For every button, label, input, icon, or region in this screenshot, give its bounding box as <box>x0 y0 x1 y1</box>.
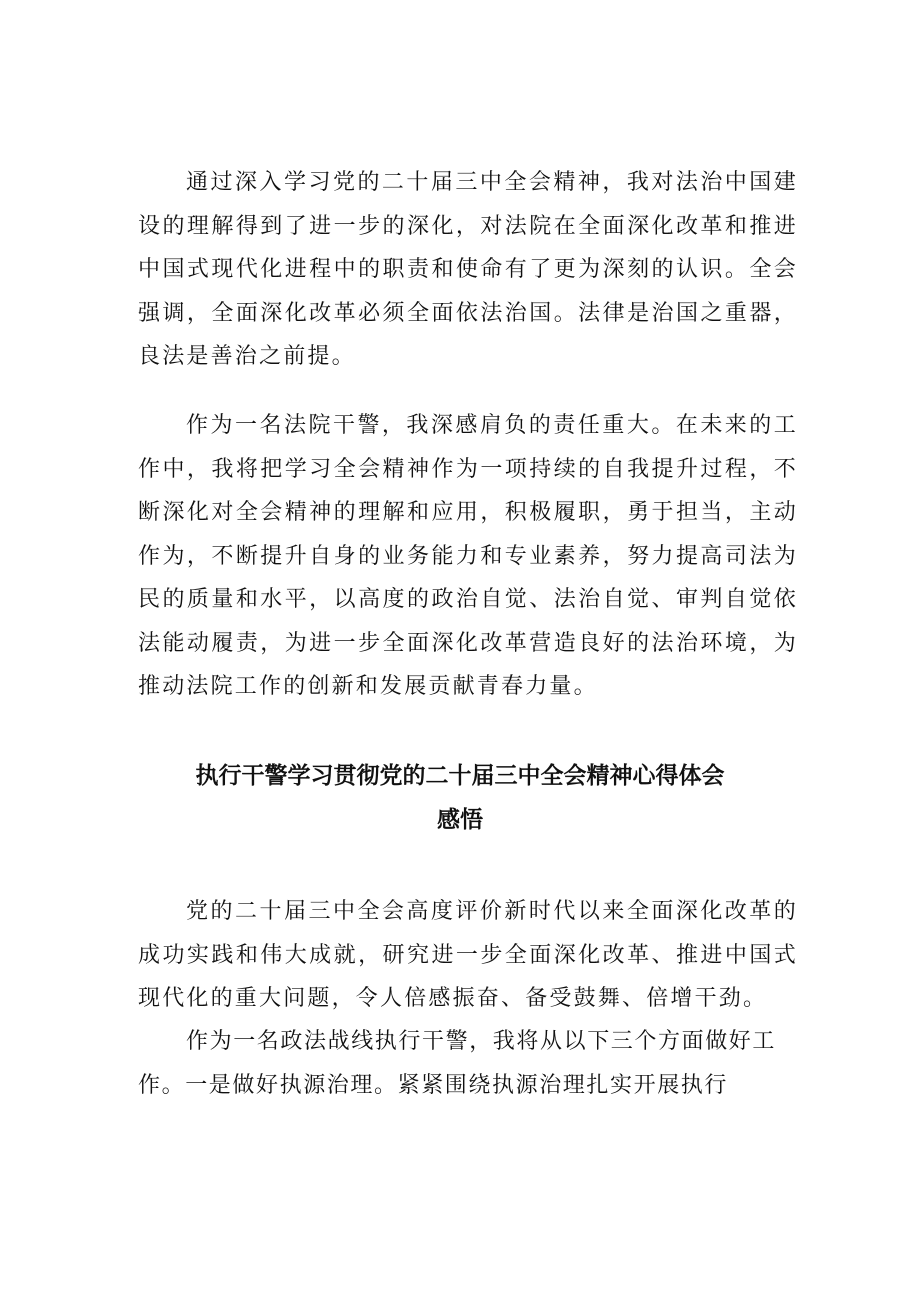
body-paragraph-2: 作为一名法院干警，我深感肩负的责任重大。在未来的工作中，我将把学习全会精神作为一项持续的自我提升过程，不断深化对全会精神的理解和应用，积极履职，勇于担当，主动作为，不断提升自身的业务能力和专业素养，努力提高司法为民的质量和水平，以高度的政治自觉、法治自觉、审判自觉依法能动履责，为进一步全面深化改革营造良好的法治环境，为推动法院工作的创新和发展贡献青春力量。 <box>138 413 798 699</box>
section-title <box>100 754 820 842</box>
section-title-line-1: 执行干警学习贯彻党的二十届三中全会精神心得体会 <box>195 763 725 789</box>
body-paragraph-4: 作为一名政法战线执行干警，我将从以下三个方面做好工作。一是做好执源治理。紧紧围绕执源治理扎实开展执行 <box>138 1029 777 1098</box>
body-paragraph-1: 通过深入学习党的二十届三中全会精神，我对法治中国建设的理解得到了进一步的深化，对法院在全面深化改革和推进中国式现代化进程中的职责和使命有了更为深刻的认识。全会强调，全面深化改革必须全面依法治国。法律是治国之重器，良法是善治之前提。 <box>138 170 798 369</box>
body-paragraph-3: 党的二十届三中全会高度评价新时代以来全面深化改革的成功实践和伟大成就，研究进一步全面深化改革、推进中国式现代化的重大问题，令人倍感振奋、备受鼓舞、倍增干劲。 <box>138 899 798 1011</box>
section-title-line-2: 感悟 <box>437 807 483 833</box>
